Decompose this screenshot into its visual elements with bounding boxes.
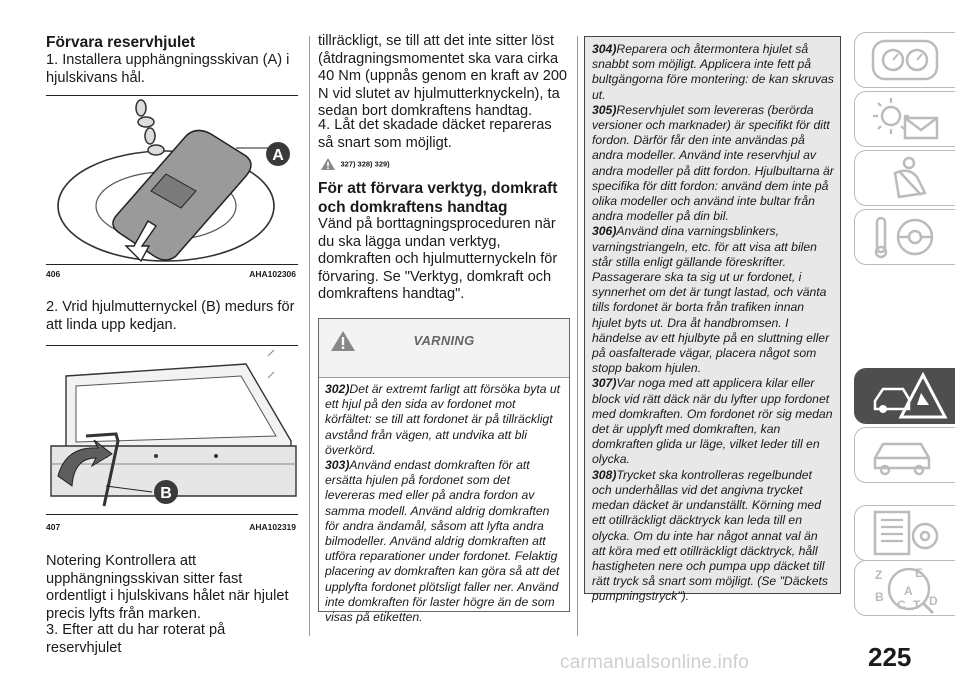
warning-refs	[320, 155, 390, 169]
dashboard-instruments-icon	[869, 35, 949, 85]
tab-dashboard[interactable]	[854, 32, 955, 88]
warning-triangle-icon	[320, 157, 336, 171]
figure-code: AHA102319	[249, 522, 296, 532]
step-3-continuation: tillräckligt, se till att det inte sitter löst (åtdragningsmomentet ska vara cirka 40 Nm (uppnås genom en kraft av 200 N vid slutet av hjulmutterknyckeln), ta sedan bort domkraftens handtag.	[318, 33, 568, 120]
svg-text:A: A	[904, 584, 913, 598]
note-text: Notering Kontrollera att upphängningsskivan sitter fast ordentligt i hjulskivans hålet när hjulet precis lyfts från marken.	[46, 553, 289, 622]
section-heading-spare-wheel: Förvara reservhjulet	[46, 34, 196, 51]
step-3-text: 3. Efter att du har roterat på reservhjulet	[46, 622, 226, 656]
column-divider	[309, 36, 310, 636]
figure-407	[46, 345, 298, 515]
warning-number: 306)	[592, 224, 617, 239]
tab-starting-driving[interactable]	[854, 209, 955, 265]
store-tools-text: Vänd på borttagningsproceduren när du ska lägga undan verktyg, domkraften och hjulmutternyckeln för förvaring. Se "Verktyg, domkraft och domkraftens handtag".	[318, 216, 558, 303]
warning-302-text: Det är extremt farligt att försöka byta ut ett hjul på den sida av fordonet mot körfältet: se till att fordonet är på tillräckligt avstånd från vägen, att undvika att bli överkörd.	[325, 382, 561, 457]
warning-305-text: Reservhjulet som levereras (berörda versioner och marknader) är specifikt för ditt fordon. Därför får den inte användas på andra modeller. Använd inte reservhjul av andra modeller på ditt fordon. Hjulbultarna är specifika för ditt fordon: använd dem inte på olika modeller och använd inte bultar från andra modeller på din bil.	[592, 102, 834, 224]
step-4-text: 4. Låt det skadade däcket repareras så snart som möjligt.	[318, 117, 552, 151]
tab-safety[interactable]	[854, 150, 955, 206]
warning-title: VARNING	[413, 333, 475, 348]
svg-text:C: C	[897, 598, 906, 612]
tab-warning-lights[interactable]	[854, 91, 955, 147]
tab-technical-data[interactable]	[854, 505, 955, 561]
page-number: 225	[868, 642, 912, 672]
svg-text:B: B	[875, 590, 884, 604]
step-1-text: 1. Installera upphängningsskivan (A) i hjulskivans hål.	[46, 52, 290, 86]
svg-text:D: D	[929, 594, 938, 608]
warning-box-continued	[584, 36, 841, 604]
warning-number: 305)	[592, 102, 617, 117]
warning-308-text: Trycket ska kontrolleras regelbundet och underhållas vid det angivna trycket medan däcket är undanställt. Körning med ett otillräckligt däcktryck kan leda till en olycka. Om du inte har något annat val än att köra med ett otillräckligt däcktryck, håll hastigheten nere och pumpa upp däcket till rätt tryck så snart som möjligt. (Se "Däckets pumpningstryck").	[592, 467, 828, 604]
warning-number: 308)	[592, 467, 617, 482]
callout-label-b: B	[160, 485, 172, 502]
spare-wheel-mounting-plate-illustration	[46, 96, 298, 264]
warning-header	[319, 319, 569, 378]
warning-304-text: Reparera och återmontera hjulet så snabbt som möjligt. Applicera inte fett på bultgängorna före montering: de kan skruvas ut.	[592, 42, 834, 102]
tab-index[interactable]	[854, 560, 955, 616]
warning-number: 303)	[325, 458, 350, 473]
svg-text:T: T	[913, 598, 921, 612]
figure-number: 407	[46, 522, 61, 532]
warning-content-continued	[585, 37, 840, 605]
warning-box	[318, 318, 570, 625]
figure-407-caption	[46, 522, 298, 532]
breakdown-triangle-icon	[869, 371, 949, 421]
car-service-icon	[869, 430, 949, 480]
svg-text:E: E	[915, 566, 924, 580]
watermark: carmanualsonline.info	[560, 652, 750, 673]
warning-number: 302)	[325, 382, 350, 396]
figure-406	[46, 95, 298, 265]
alphabetical-index-icon	[869, 561, 949, 615]
warning-307-text: Var noga med att applicera kilar eller block vid rätt däck när du lyfter upp fordonet med domkraften. Om fordonet rör sig medan det är upplyft med domkraften, kan domkraften glida ur läge, vilket leder till en olycka.	[592, 376, 833, 467]
step-2-text: 2. Vrid hjulmutternyckel (B) medurs för att linda upp kedjan.	[46, 299, 295, 333]
warning-number: 304)	[592, 42, 617, 56]
tab-emergency[interactable]	[854, 368, 955, 424]
specifications-icon	[869, 508, 949, 558]
section-heading-store-tools: För att förvara verktyg, domkraft och domkraftens handtag	[318, 180, 558, 216]
warning-number: 307)	[592, 376, 617, 391]
truck-rear-jack-handle-illustration	[46, 346, 298, 514]
warning-303-text: Använd endast domkraften för att ersätta hjulen på fordonet som det levereras med eller på andra fordon av samma modell. Använd aldrig domkraften för andra ändamål, såsom att lyfta andra bilmodeller. Använd aldrig domkraften att utföra reparationer under fordonet. Felaktig placering av domkraften kan göra så att det upplyfta fordonet plötsligt faller ner. Använd inte domkraften för laster högre än de som visas på etiketten.	[325, 458, 560, 625]
warning-ref-numbers: 327) 328) 329)	[340, 159, 390, 169]
callout-label-a: A	[272, 147, 284, 164]
column-divider	[577, 36, 578, 636]
seat-airbag-icon	[869, 153, 949, 203]
tab-servicing[interactable]	[854, 427, 955, 483]
warning-306-text: Använd dina varningsblinkers, varningstriangeln, etc. för att visa att bilen står stilla enligt gällande föreskrifter. Passagerare ska ta sig ut ur fordonet, i synnerhet om det är tungt lastad, och vänta tills fordonet är borta från trafiken innan hjulet byts ut. Dra åt handbromsen. I händelse av ett hjulbyte på en sluttning eller på oasfalterade vägar, placera något som stopp bakom hjulen.	[592, 224, 830, 376]
warning-lights-icon	[869, 94, 949, 144]
steering-key-icon	[869, 212, 949, 262]
figure-code: AHA102306	[249, 269, 296, 279]
figure-number: 406	[46, 269, 61, 279]
figure-406-caption	[46, 269, 298, 279]
warning-content	[319, 378, 569, 625]
svg-text:Z: Z	[875, 568, 883, 582]
